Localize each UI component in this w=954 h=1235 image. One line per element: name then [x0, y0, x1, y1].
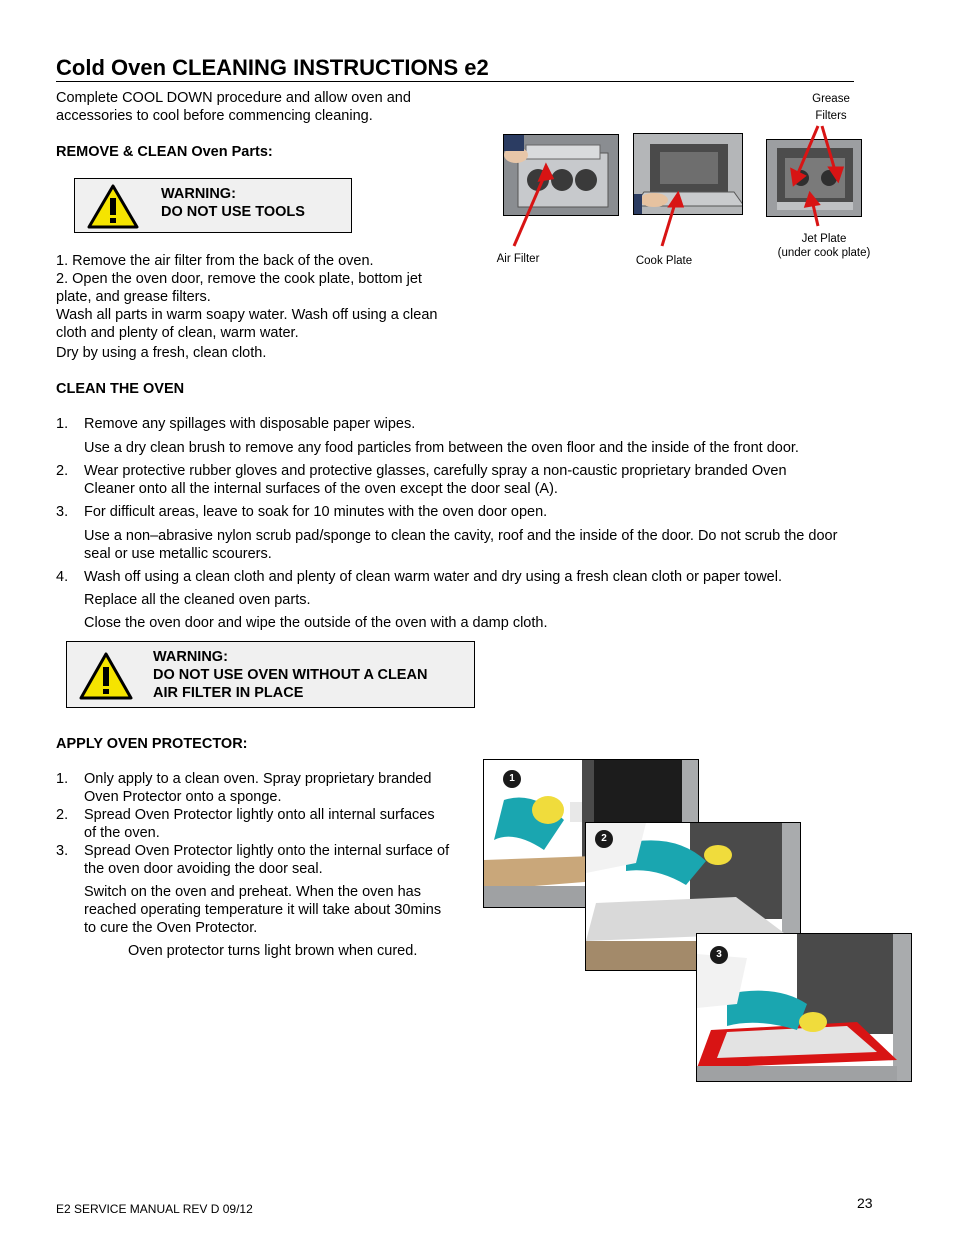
step-badge-2: 2	[595, 830, 613, 848]
footer-page-number: 23	[857, 1195, 873, 1211]
warning-message: DO NOT USE OVEN WITHOUT A CLEAN	[153, 667, 428, 683]
step-line: plate, and grease filters.	[56, 289, 211, 305]
clean-step-text: Use a non–abrasive nylon scrub pad/sponge to clean the cavity, roof and the inside of the door. Do not scrub the door seal or use metallic scourers.	[84, 528, 838, 562]
title-rule	[56, 81, 854, 82]
protector-note: Oven protector turns light brown when cured.	[128, 943, 418, 959]
grease-filter-arrowhead-left	[792, 170, 804, 184]
protector-photo-step-3	[696, 933, 912, 1082]
clean-heading: CLEAN THE OVEN	[56, 381, 185, 397]
warning-box-tools	[74, 178, 352, 233]
protector-heading: APPLY OVEN PROTECTOR:	[56, 736, 248, 752]
clean-step-text: For difficult areas, leave to soak for 10 minutes with the oven door open.	[84, 504, 548, 520]
intro-text	[56, 89, 476, 125]
air-filter-arrow	[514, 172, 546, 246]
clean-step-text: Wash off using a clean cloth and plenty of clean warm water and dry using a fresh clean cloth or paper towel.	[84, 569, 782, 585]
step-badge-1: 1	[503, 770, 521, 788]
protector-step-number: 1.	[56, 771, 69, 787]
protector-step-number: 2.	[56, 807, 69, 823]
clean-step-number: 1.	[56, 416, 69, 432]
step-line: Dry by using a fresh, clean cloth.	[56, 345, 267, 361]
caption-cook-plate: Cook Plate	[635, 255, 693, 267]
step-line: cloth and plenty of clean, warm water.	[56, 325, 299, 341]
caption-air-filter: Air Filter	[496, 253, 540, 265]
warning-label: WARNING:	[161, 186, 236, 202]
protector-photo-3-image	[697, 934, 912, 1082]
jet-plate-arrowhead	[806, 194, 818, 206]
intro-line: Complete COOL DOWN procedure and allow oven and	[56, 90, 411, 106]
cook-plate-arrowhead	[670, 194, 682, 206]
air-filter-arrowhead	[540, 166, 552, 180]
page-title: Cold Oven CLEANING INSTRUCTIONS e2	[56, 55, 489, 80]
protector-step-number: 3.	[56, 843, 69, 859]
warning-message: DO NOT USE TOOLS	[161, 204, 305, 220]
remove-steps	[56, 252, 486, 362]
clean-step-text: Close the oven door and wipe the outside of the oven with a damp cloth.	[84, 615, 548, 631]
grease-filter-arrow-left	[796, 126, 818, 178]
clean-step-number: 3.	[56, 504, 69, 520]
step-badge-3: 3	[710, 946, 728, 964]
warning-box-air-filter	[66, 641, 475, 708]
protector-step-text: Spread Oven Protector lightly onto all internal surfaces of the oven.	[84, 807, 435, 841]
step-line: Wash all parts in warm soapy water. Wash off using a clean	[56, 307, 438, 323]
step-line: 2. Open the oven door, remove the cook plate, bottom jet	[56, 271, 422, 287]
clean-step-text: Remove any spillages with disposable paper wipes.	[84, 416, 416, 432]
step-line: 1. Remove the air filter from the back of the oven.	[56, 253, 374, 269]
caption-grease-filters: Grease Filters	[812, 93, 850, 122]
clean-step-text: Replace all the cleaned oven parts.	[84, 592, 311, 608]
footer-manual-revision: E2 SERVICE MANUAL REV D 09/12	[56, 1202, 253, 1216]
protector-step-text: Switch on the oven and preheat. When the oven has reached operating temperature it will take about 30mins to cure the Oven Protector.	[84, 884, 442, 936]
warning-icon	[79, 652, 133, 700]
remove-heading: REMOVE & CLEAN Oven Parts:	[56, 144, 273, 160]
protector-step-text: Only apply to a clean oven. Spray proprietary branded Oven Protector onto a sponge.	[84, 771, 432, 805]
grease-filter-arrowhead-right	[830, 168, 842, 180]
clean-step-number: 4.	[56, 569, 69, 585]
clean-step-number: 2.	[56, 463, 69, 479]
clean-step-text: Wear protective rubber gloves and protective glasses, carefully spray a non-caustic proprietary branded Oven Cleaner onto all the internal surfaces of the oven except the door seal (A).	[84, 463, 787, 497]
warning-label: WARNING:	[153, 649, 228, 665]
warning-icon	[87, 184, 139, 229]
warning-message: AIR FILTER IN PLACE	[153, 685, 304, 701]
intro-line: accessories to cool before commencing cleaning.	[56, 108, 373, 124]
protector-step-text: Spread Oven Protector lightly onto the internal surface of the oven door avoiding the door seal.	[84, 843, 450, 877]
clean-step-text: Use a dry clean brush to remove any food particles from between the oven floor and the inside of the front door.	[84, 440, 799, 456]
caption-jet-plate: Jet Plate (under cook plate)	[777, 233, 871, 259]
